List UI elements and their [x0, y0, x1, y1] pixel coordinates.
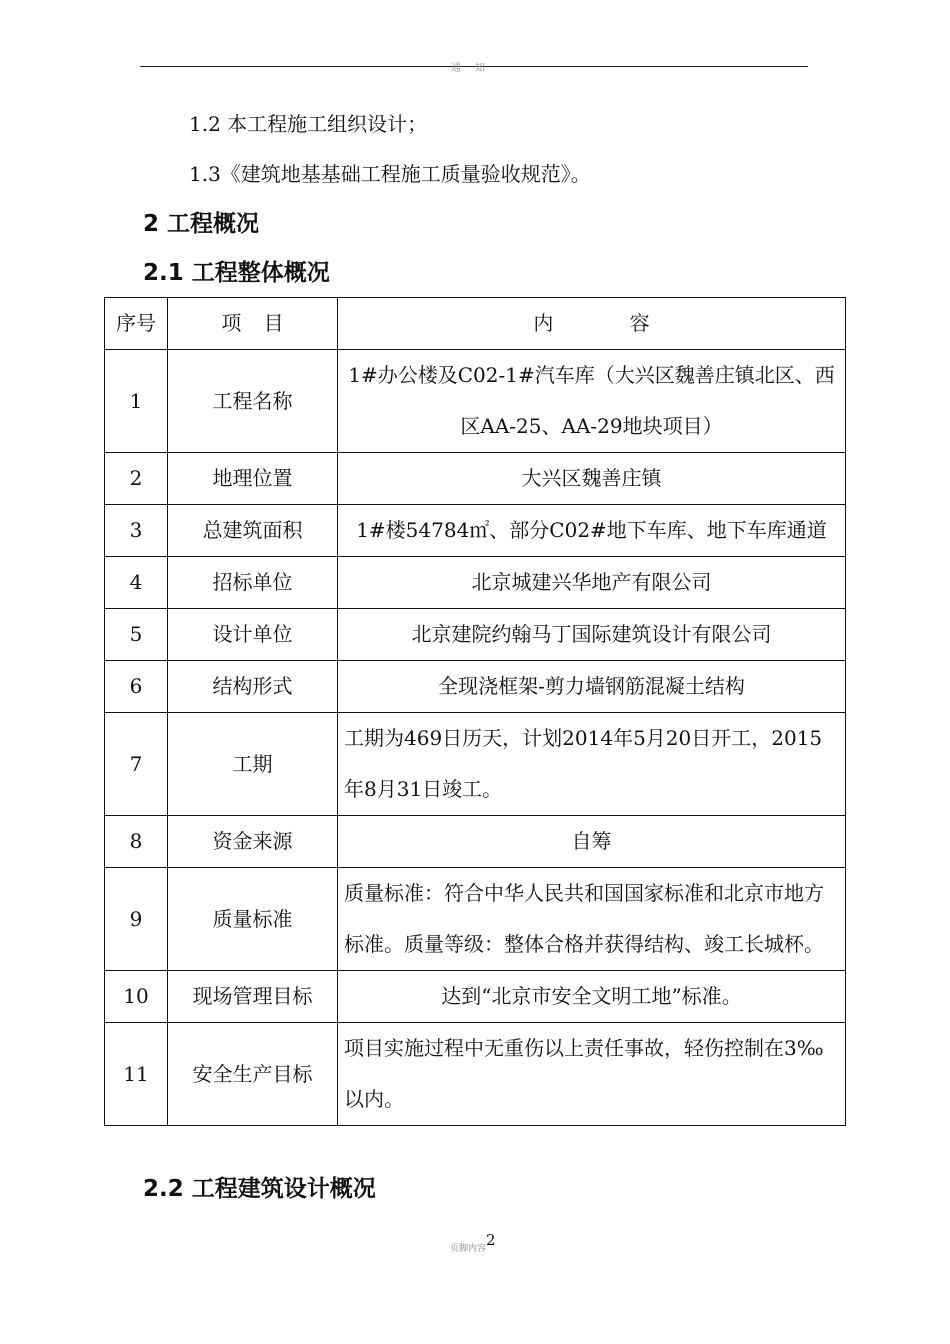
row-no: 2 — [105, 453, 168, 505]
table-row — [105, 505, 846, 557]
row-no: 3 — [105, 505, 168, 557]
row-no: 6 — [105, 661, 168, 713]
row-no: 1 — [105, 350, 168, 453]
row-content: 北京城建兴华地产有限公司 — [338, 557, 846, 609]
row-content: 自筹 — [338, 816, 846, 868]
row-item: 现场管理目标 — [168, 971, 338, 1023]
row-no: 4 — [105, 557, 168, 609]
reference-1-3: 1.3《建筑地基基础工程施工质量验收规范》。 — [189, 162, 591, 186]
row-content: 1#楼54784㎡、部分C02#地下车库、地下车库通道 — [338, 505, 846, 557]
table-row — [105, 661, 846, 713]
heading-section-2: 2 工程概况 — [143, 211, 260, 237]
row-no: 8 — [105, 816, 168, 868]
header-no: 序号 — [105, 298, 168, 350]
row-item: 设计单位 — [168, 609, 338, 661]
table-row — [105, 713, 846, 816]
table-row — [105, 971, 846, 1023]
row-no: 11 — [105, 1023, 168, 1126]
row-item: 总建筑面积 — [168, 505, 338, 557]
table-row — [105, 816, 846, 868]
row-item: 质量标准 — [168, 868, 338, 971]
footer-text: 页脚内容 — [450, 1244, 487, 1254]
row-no: 9 — [105, 868, 168, 971]
table-row — [105, 1023, 846, 1126]
row-item: 地理位置 — [168, 453, 338, 505]
row-item: 工期 — [168, 713, 338, 816]
row-content: 全现浇框架-剪力墙钢筋混凝土结构 — [338, 661, 846, 713]
row-content: 工期为469日历天，计划2014年5月20日开工，2015年8月31日竣工。 — [338, 713, 846, 816]
row-content: 北京建院约翰马丁国际建筑设计有限公司 — [338, 609, 846, 661]
row-item: 结构形式 — [168, 661, 338, 713]
row-no: 10 — [105, 971, 168, 1023]
reference-1-2: 1.2 本工程施工组织设计； — [189, 112, 428, 136]
table-row — [105, 557, 846, 609]
row-content: 1#办公楼及C02-1#汽车库（大兴区魏善庄镇北区、西区AA-25、AA-29地块项目） — [338, 350, 846, 453]
row-no: 5 — [105, 609, 168, 661]
row-content: 质量标准：符合中华人民共和国国家标准和北京市地方标准。质量等级：整体合格并获得结构、竣工长城杯。 — [338, 868, 846, 971]
header-item: 项 目 — [168, 298, 338, 350]
row-item: 安全生产目标 — [168, 1023, 338, 1126]
table-row — [105, 453, 846, 505]
table-row — [105, 350, 846, 453]
table-row — [105, 609, 846, 661]
heading-section-2-2: 2.2 工程建筑设计概况 — [143, 1176, 376, 1202]
header-text: 通知 — [451, 63, 499, 74]
row-content: 大兴区魏善庄镇 — [338, 453, 846, 505]
row-content: 达到“北京市安全文明工地”标准。 — [338, 971, 846, 1023]
header-content: 内 容 — [338, 298, 846, 350]
row-item: 招标单位 — [168, 557, 338, 609]
table-header-row — [105, 298, 846, 350]
heading-section-2-1: 2.1 工程整体概况 — [143, 260, 330, 286]
project-overview-table — [104, 297, 846, 1126]
table-row — [105, 868, 846, 971]
page-number: 2 — [486, 1231, 496, 1249]
row-item: 工程名称 — [168, 350, 338, 453]
row-no: 7 — [105, 713, 168, 816]
row-item: 资金来源 — [168, 816, 338, 868]
row-content: 项目实施过程中无重伤以上责任事故，轻伤控制在3‰以内。 — [338, 1023, 846, 1126]
